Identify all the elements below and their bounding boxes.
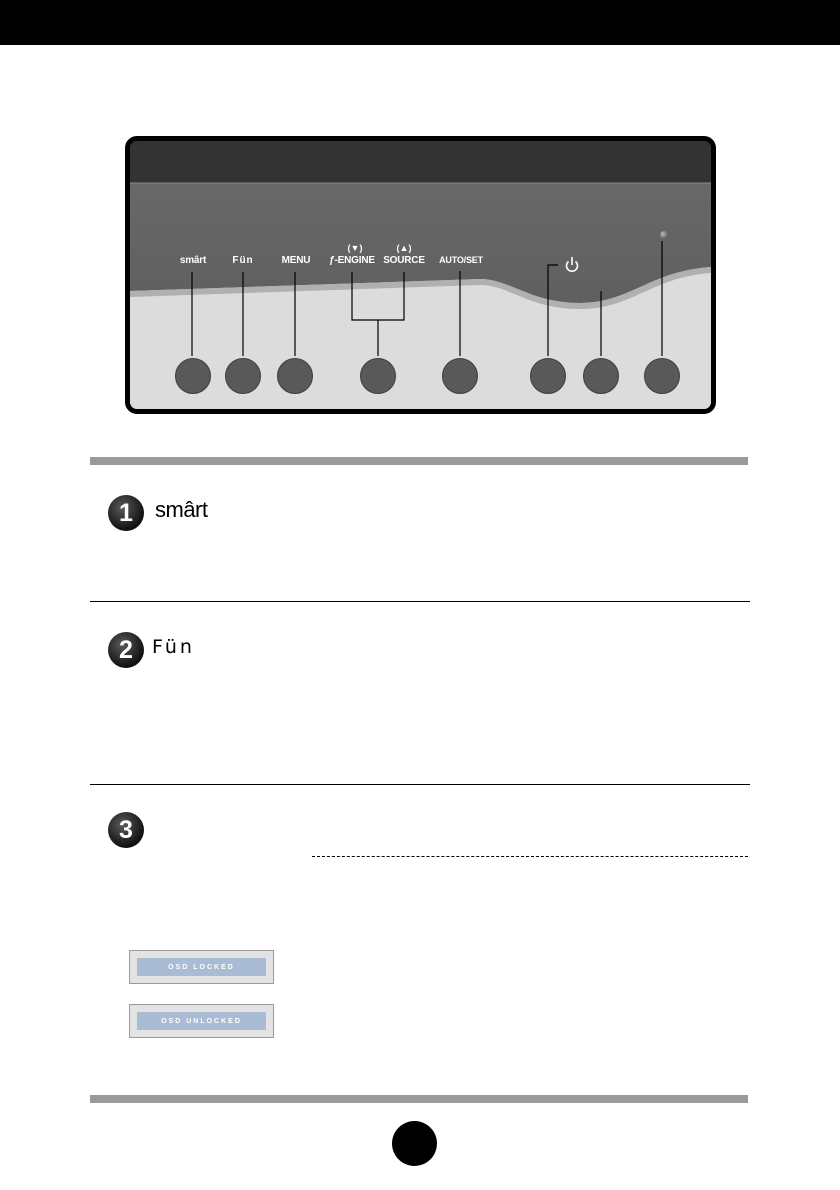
fun-logo: Fün xyxy=(152,636,195,658)
osd-unlocked-box xyxy=(129,1004,274,1038)
power-indicator-led xyxy=(660,231,668,239)
header-bar xyxy=(0,0,840,45)
callout-6 xyxy=(530,358,566,394)
fengine-arrow-label: (▼) xyxy=(347,243,363,253)
section-rule-bottom xyxy=(90,1095,748,1103)
callout-2 xyxy=(225,358,261,394)
section-2-number: 2 xyxy=(108,632,144,668)
osd-locked-box xyxy=(129,950,274,984)
panel-illustration xyxy=(130,141,711,409)
callout-7 xyxy=(583,358,619,394)
smart-button-label[interactable]: smârt xyxy=(179,255,207,266)
menu-button-label[interactable]: MENU xyxy=(281,255,311,266)
callout-4 xyxy=(360,358,396,394)
section-divider-2 xyxy=(90,784,750,785)
autoset-button-label[interactable]: AUTO/SET xyxy=(439,255,483,265)
fengine-button-label[interactable]: ƒ-ENGINE xyxy=(329,255,375,266)
dotted-divider xyxy=(312,856,748,857)
fun-button-label[interactable]: Fün xyxy=(232,255,254,266)
section-1-number: 1 xyxy=(108,495,144,531)
monitor-control-panel xyxy=(125,136,716,414)
callout-1 xyxy=(175,358,211,394)
osd-unlocked-label: OSD UNLOCKED xyxy=(137,1012,266,1030)
section-divider-1 xyxy=(90,601,750,602)
panel-top-strip xyxy=(130,141,711,183)
osd-locked-label: OSD LOCKED xyxy=(137,958,266,976)
callout-3 xyxy=(277,358,313,394)
source-arrow-label: (▲) xyxy=(396,243,412,253)
section-3-number: 3 xyxy=(108,812,144,848)
source-button-label[interactable]: SOURCE xyxy=(383,255,425,266)
smart-logo: smârt xyxy=(155,497,208,522)
callout-8 xyxy=(644,358,680,394)
callout-5 xyxy=(442,358,478,394)
page-number-dot xyxy=(392,1121,437,1166)
power-icon xyxy=(566,257,577,271)
section-rule-top xyxy=(90,457,748,465)
